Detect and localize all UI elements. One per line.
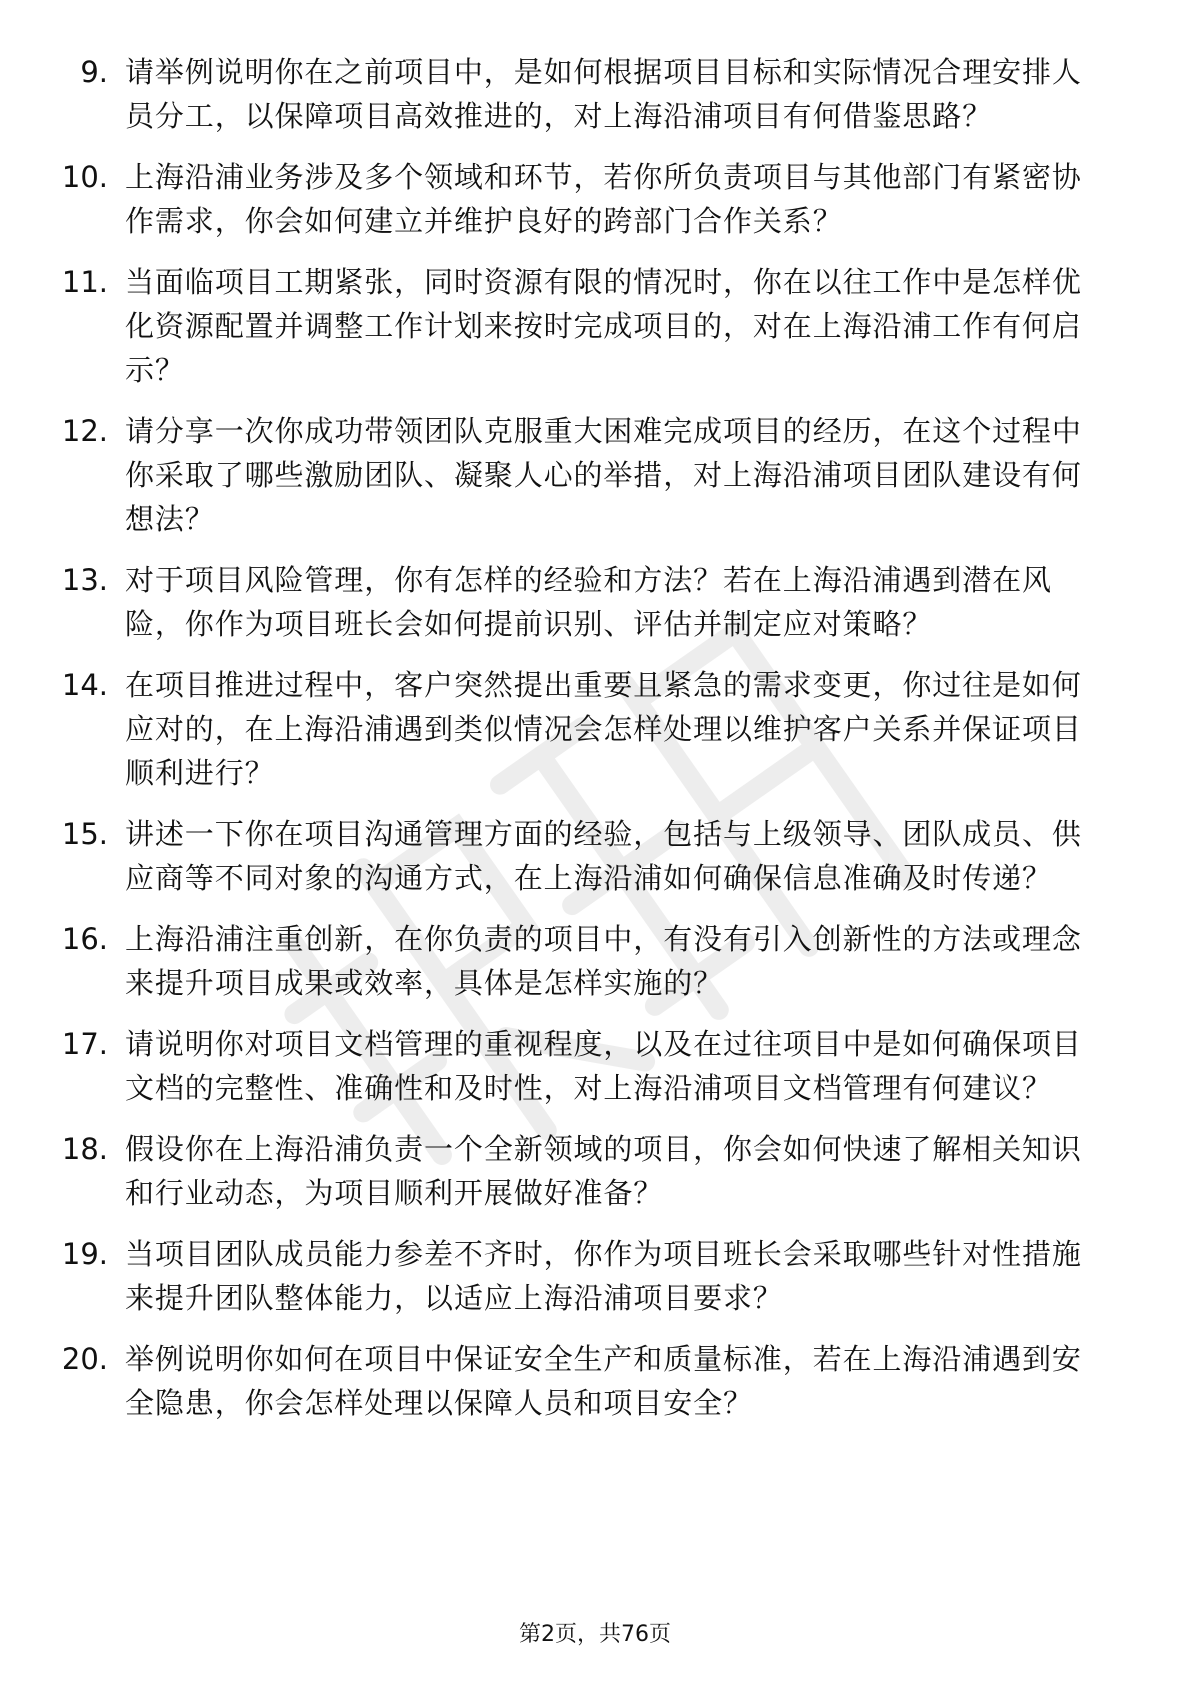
- question-number: 12.: [61, 414, 108, 448]
- question-number: 11.: [61, 265, 108, 299]
- question-text: 上海沿浦注重创新，在你负责的项目中，有没有引入创新性的方法或理念来提升项目成果或效率，具体是怎样实施的？: [125, 922, 1082, 1000]
- question-text: 请说明你对项目文档管理的重视程度，以及在过往项目中是如何确保项目文档的完整性、准确性和及时性，对上海沿浦项目文档管理有何建议？: [125, 1027, 1082, 1105]
- question-number: 18.: [61, 1132, 108, 1166]
- question-item: [0, 1337, 1190, 1425]
- question-number: 20.: [61, 1342, 108, 1376]
- question-text: 请举例说明你在之前项目中，是如何根据项目目标和实际情况合理安排人员分工，以保障项目高效推进的，对上海沿浦项目有何借鉴思路？: [125, 55, 1082, 133]
- question-number: 13.: [61, 563, 108, 597]
- question-number: 17.: [61, 1027, 108, 1061]
- question-item: [0, 1022, 1190, 1110]
- question-item: [0, 812, 1190, 900]
- question-number: 10.: [61, 160, 108, 194]
- question-number: 19.: [61, 1237, 108, 1271]
- question-text: 举例说明你如何在项目中保证安全生产和质量标准，若在上海沿浦遇到安全隐患，你会怎样处理以保障人员和项目安全？: [125, 1342, 1082, 1420]
- question-text: 请分享一次你成功带领团队克服重大困难完成项目的经历，在这个过程中你采取了哪些激励团队、凝聚人心的举措，对上海沿浦项目团队建设有何想法？: [125, 414, 1082, 536]
- question-item: [0, 663, 1190, 795]
- question-item: [0, 260, 1190, 392]
- question-text: 上海沿浦业务涉及多个领域和环节，若你所负责项目与其他部门有紧密协作需求，你会如何建立并维护良好的跨部门合作关系？: [125, 160, 1082, 238]
- question-item: [0, 1232, 1190, 1320]
- question-text: 讲述一下你在项目沟通管理方面的经验，包括与上级领导、团队成员、供应商等不同对象的沟通方式，在上海沿浦如何确保信息准确及时传递？: [125, 817, 1082, 895]
- question-item: [0, 1127, 1190, 1215]
- question-number: 16.: [61, 922, 108, 956]
- question-text: 当项目团队成员能力参差不齐时，你作为项目班长会采取哪些针对性措施来提升团队整体能力，以适应上海沿浦项目要求？: [125, 1237, 1082, 1315]
- question-text: 当面临项目工期紧张，同时资源有限的情况时，你在以往工作中是怎样优化资源配置并调整工作计划来按时完成项目的，对在上海沿浦工作有何启示？: [125, 265, 1082, 387]
- question-number: 9.: [80, 55, 108, 89]
- question-list: [0, 50, 1190, 1442]
- question-number: 15.: [61, 817, 108, 851]
- question-text: 在项目推进过程中，客户突然提出重要且紧急的需求变更，你过往是如何应对的，在上海沿浦遇到类似情况会怎样处理以维护客户关系并保证项目顺利进行？: [125, 668, 1082, 790]
- question-text: 对于项目风险管理，你有怎样的经验和方法？若在上海沿浦遇到潜在风险，你作为项目班长会如何提前识别、评估并制定应对策略？: [125, 563, 1052, 641]
- question-item: [0, 50, 1190, 138]
- question-item: [0, 155, 1190, 243]
- question-item: [0, 409, 1190, 541]
- question-item: [0, 558, 1190, 646]
- page-number-footer: 第2页，共76页: [519, 1622, 671, 1647]
- question-text: 假设你在上海沿浦负责一个全新领域的项目，你会如何快速了解相关知识和行业动态，为项目顺利开展做好准备？: [125, 1132, 1082, 1210]
- question-number: 14.: [61, 668, 108, 702]
- question-item: [0, 917, 1190, 1005]
